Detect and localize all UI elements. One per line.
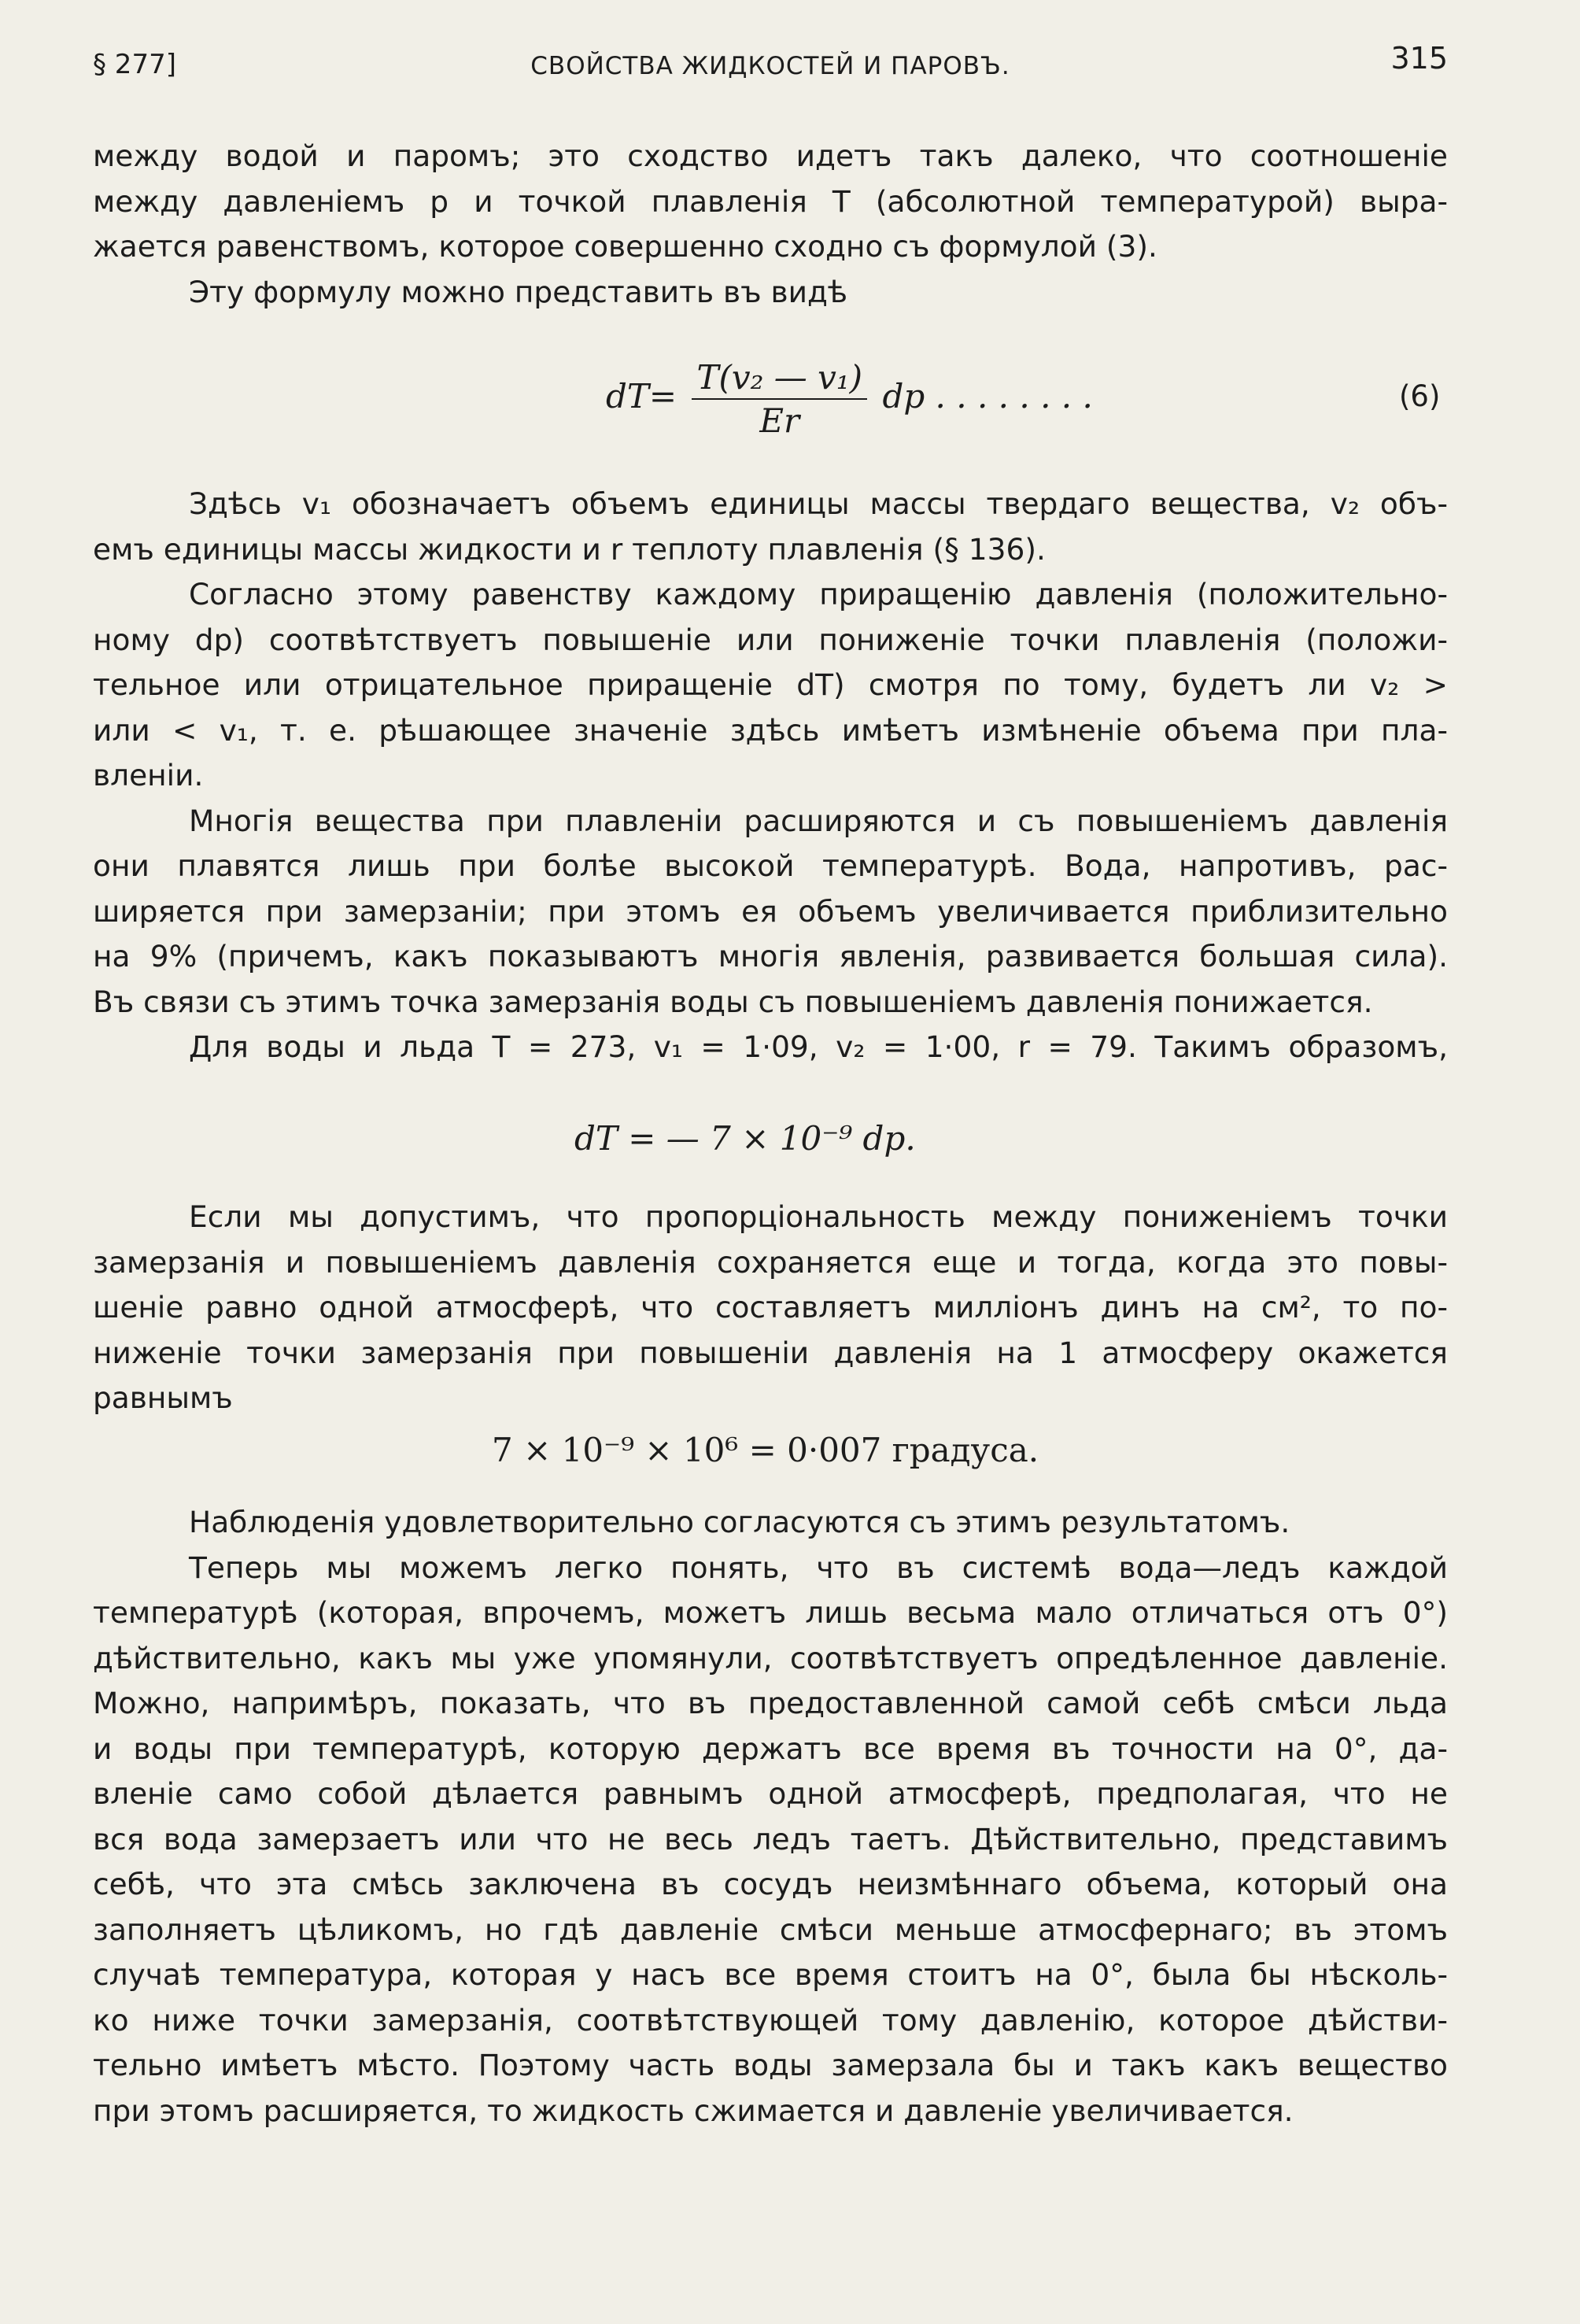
equation-number: (6) [1399,379,1441,413]
text-line: Согласно этому равенству каждому приращенiю давленiя (положительно- [189,577,1448,611]
text-line: Можно, напримѣръ, показать, что въ предоставленной самой себѣ смѣси льда [93,1686,1448,1720]
text-line: Наблюденiя удовлетворительно согласуются съ этимъ результатомъ. [189,1505,1290,1539]
text-line: дѣйствительно, какъ мы уже упомянули, соотвѣтствуетъ опредѣленное давленie. [93,1640,1448,1676]
text-line: температурѣ (которая, впрочемъ, можетъ лишь весьма мало отличаться отъ 0°) [93,1595,1448,1630]
text-line: замерзанiя и повышенiемъ давленiя сохраняется еще и тогда, когда это повы- [93,1244,1448,1280]
running-header [93,38,1448,85]
text-line: ширяется при замерзанiи; при этомъ ея объемъ увеличивается приблизительно [93,893,1448,929]
text-line: и воды при температурѣ, которую держатъ все время въ точности на 0°, да- [93,1731,1448,1766]
section-reference: § 277] [93,49,176,80]
text-line: вся вода замерзаетъ или что не весь ледъ таетъ. Дѣйствительно, представимъ [93,1821,1448,1857]
text-line: ному dp) соотвѣтствуетъ повышенie или пониженie точки плавленiя (положи- [93,622,1448,657]
text-line: между давленiемъ p и точкой плавленiя T (абсолютной температурой) выра- [93,183,1448,219]
formula-result: 7 × 10⁻⁹ × 10⁶ = 0·007 градуса. [492,1431,1039,1469]
text-line: ниженie точки замерзанiя при повышенiи давленiя на 1 атмосферу окажется [93,1335,1448,1370]
page-number: 315 [1390,41,1448,76]
text-line: Эту формулу можно представить въ видѣ [189,274,848,309]
text-line: жается равенствомъ, которое совершенно сходно съ формулой (3). [93,229,1157,264]
formula-dT: dT = — 7 × 10⁻⁹ dp. [574,1119,916,1158]
paragraph-block-1 [93,134,1448,315]
formula-6 [606,358,1093,440]
formula-numerator: T(v₂ — v₁) [692,358,867,400]
paragraph-block-2 [93,482,1448,1070]
formula-rhs: dp . . . . . . . . [882,377,1093,416]
text-line: равнымъ [93,1380,233,1415]
text-line: вленie само собой дѣлается равнымъ одной атмосферѣ, предполагая, что не [93,1776,1448,1811]
formula-fraction [692,358,867,440]
paragraph-block-3 [93,1195,1448,1421]
text-line: тельное или отрицательное приращенie dT) смотря по тому, будетъ ли v₂ > [93,667,1448,702]
text-line: тельно имѣетъ мѣсто. Поэтому часть воды замерзала бы и такъ какъ вещество [93,2048,1448,2082]
text-line: Если мы допустимъ, что пропорцiональность между пониженiемъ точки [189,1199,1448,1234]
text-line: при этомъ расширяется, то жидкость сжимается и давленie увеличивается. [93,2093,1294,2128]
text-line: они плавятся лишь при болѣе высокой температурѣ. Вода, напротивъ, рас- [93,848,1448,883]
text-line: между водой и паромъ; это сходство идетъ такъ далеко, что соотношенie [93,139,1448,173]
text-line: емъ единицы массы жидкости и r теплоту плавленiя (§ 136). [93,531,1046,567]
text-line: на 9% (причемъ, какъ показываютъ многiя явленiя, развивается большая сила). [93,939,1448,974]
text-line: ко ниже точки замерзанiя, соотвѣтствующей тому давленiю, которое дѣйстви- [93,2002,1448,2038]
text-line: Теперь мы можемъ легко понять, что въ системѣ вода—ледъ каждой [189,1550,1448,1585]
text-line: случаѣ температура, которая у насъ все время стоитъ на 0°, была бы нѣсколь- [93,1957,1448,1992]
text-line: Многiя вещества при плавленiи расширяются и съ повышенiемъ давленiя [189,803,1448,838]
text-line: Для воды и льда T = 273, v₁ = 1·09, v₂ = 1·00, r = 79. Такимъ образомъ, [189,1029,1448,1064]
running-title: СВОЙСТВА ЖИДКОСТЕЙ И ПАРОВЪ. [530,52,1010,80]
text-line: вленiи. [93,758,204,793]
text-line: шенie равно одной атмосферѣ, что составляетъ миллiонъ динъ на см², то по- [93,1290,1448,1325]
formula-lhs: dT= [606,377,677,416]
formula-denominator: Er [759,401,800,440]
text-line: или < v₁, т. е. рѣшающее значенie здѣсь имѣетъ измѣненie объема при пла- [93,712,1448,748]
text-line: Въ связи съ этимъ точка замерзанiя воды съ повышенiемъ давленiя понижается. [93,984,1373,1019]
text-line: себѣ, что эта смѣсь заключена въ сосудъ неизмѣннаго объема, который она [93,1867,1448,1901]
text-line: заполняетъ цѣликомъ, но гдѣ давленie смѣси меньше атмосфернаго; въ этомъ [93,1912,1448,1947]
text-line: Здѣсь v₁ обозначаетъ объемъ единицы массы твердаго вещества, v₂ объ- [189,486,1448,521]
paragraph-block-4 [93,1500,1448,2134]
